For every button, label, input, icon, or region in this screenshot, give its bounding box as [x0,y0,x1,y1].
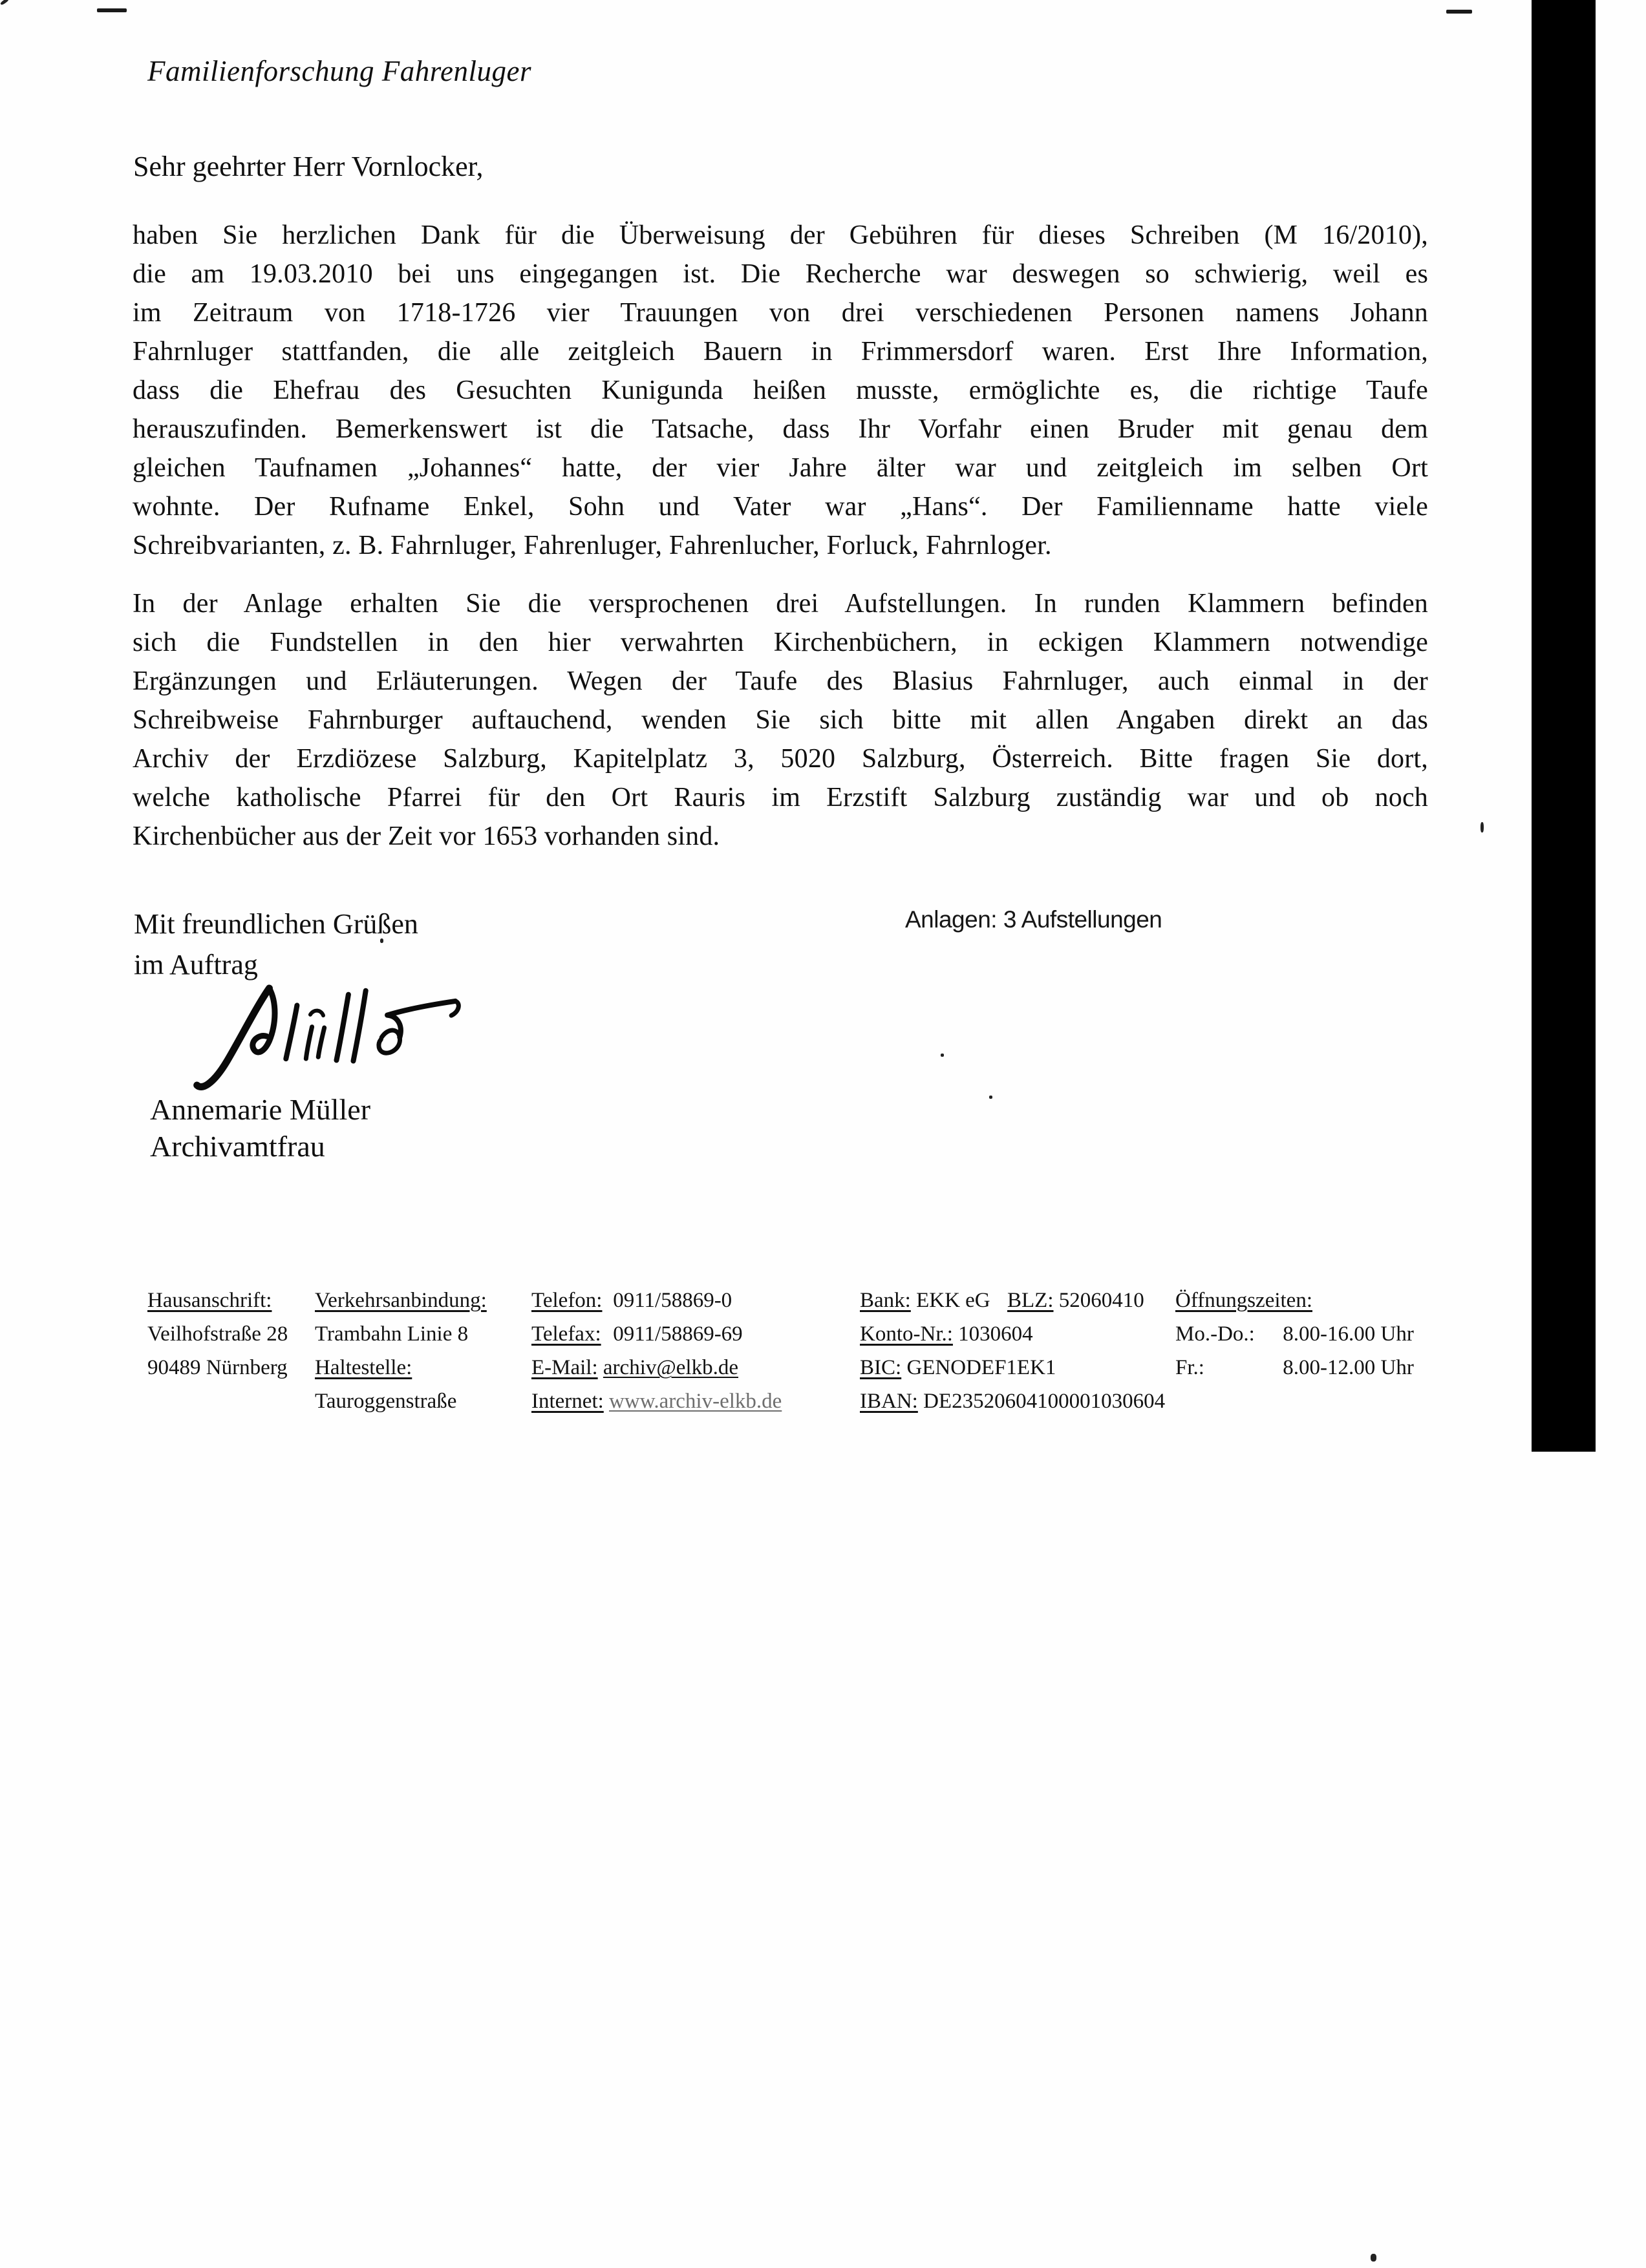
bic-code: GENODEF1EK1 [906,1356,1056,1379]
body-line: Fahrnluger stattfanden, die alle zeitgleich Bauern in Frimmersdorf waren. Erst Ihre Information, [133,337,1428,366]
enclosures-note: Anlagen: 3 Aufstellungen [905,906,1162,933]
transit-stop: Tauroggenstraße [315,1390,457,1413]
scan-dash-top-right [1446,10,1472,14]
signature-scrawl-icon [178,972,473,1096]
footer-address-column [147,1284,288,1384]
body-line: herauszufinden. Bemerkenswert ist die Tatsache, dass Ihr Vorfahr einen Bruder mit genau dem [133,414,1428,444]
footer-bank-column [860,1284,1165,1418]
scan-speck [1371,2254,1376,2262]
paragraph-2 [133,584,1428,856]
closing-block [134,904,418,985]
body-line: im Zeitraum von 1718-1726 vier Trauungen von drei verschiedenen Personen namens Johann [133,298,1428,328]
scan-speck [1480,822,1484,832]
hours-friday-value: 8.00-12.00 Uhr [1283,1356,1414,1379]
account-label: Konto-Nr.: [860,1322,953,1346]
scan-speck [0,0,9,6]
website-label: Internet: [531,1390,604,1413]
closing-greeting: Mit freundlichen Grüßen [134,908,418,940]
body-line: Ergänzungen und Erläuterungen. Wegen der Taufe des Blasius Fahrnluger, auch einmal in der [133,666,1428,696]
website-url[interactable]: www.archiv-elkb.de [609,1390,782,1413]
salutation: Sehr geehrter Herr Vornlocker, [133,151,484,182]
address-label: Hausanschrift: [147,1289,272,1312]
iban-label: IBAN: [860,1390,918,1413]
body-line: wohnte. Der Rufname Enkel, Sohn und Vater war „Hans“. Der Familienname hatte viele [133,492,1428,522]
letterhead-title: Familienforschung Fahrenluger [147,55,532,87]
iban-number: DE23520604100001030604 [923,1390,1166,1413]
signer-name: Annemarie Müller [150,1093,371,1126]
body-line: welche katholische Pfarrei für den Ort Rauris im Erzstift Salzburg zuständig war und ob noch [133,783,1428,812]
signer-title: Archivamtfrau [150,1130,325,1163]
body-line: Kirchenbücher aus der Zeit vor 1653 vorhanden sind. [133,821,720,851]
scan-dash-top-left [97,8,127,12]
body-line: gleichen Taufnamen „Johannes“ hatte, der vier Jahre älter war und zeitgleich im selben Ort [133,453,1428,483]
scan-speck [941,1054,944,1057]
bic-label: BIC: [860,1356,902,1379]
body-line: sich die Fundstellen in den hier verwahrten Kirchenbüchern, in eckigen Klammern notwendige [133,628,1428,657]
transit-stop-label: Haltestelle: [315,1356,412,1379]
footer-contact-column [531,1284,782,1418]
body-line: die am 19.03.2010 bei uns eingegangen ist. Die Recherche war deswegen so schwierig, weil es [133,259,1428,289]
paragraph-1 [133,216,1428,565]
phone-number: 0911/58869-0 [613,1289,732,1312]
hours-weekdays-label: Mo.-Do.: [1175,1322,1255,1346]
body-line: Schreibweise Fahrnburger auftauchend, wenden Sie sich bitte mit allen Angaben direkt an das [133,705,1428,735]
hours-friday-label: Fr.: [1175,1356,1204,1379]
bank-label: Bank: [860,1289,911,1312]
body-line: dass die Ehefrau des Gesuchten Kunigunda heißen musste, ermöglichte es, die richtige Taufe [133,376,1428,405]
body-line: haben Sie herzlichen Dank für die Überweisung der Gebühren für dieses Schreiben (M 16/2010), [133,220,1428,250]
fax-number: 0911/58869-69 [613,1322,743,1346]
fax-label: Telefax: [531,1322,601,1346]
blz-label: BLZ: [1007,1289,1054,1312]
transit-line: Trambahn Linie 8 [315,1322,469,1346]
email-address[interactable]: archiv@elkb.de [603,1356,738,1379]
handwritten-signature [178,972,473,1096]
phone-label: Telefon: [531,1289,603,1312]
hours-weekdays-value: 8.00-16.00 Uhr [1283,1322,1414,1346]
blz-number: 52060410 [1058,1289,1144,1312]
footer-transit-column [315,1284,487,1418]
scan-speck [989,1096,992,1099]
transit-label: Verkehrsanbindung: [315,1289,487,1312]
bank-name: EKK eG [916,1289,990,1312]
body-line: In der Anlage erhalten Sie die versprochenen drei Aufstellungen. In runden Klammern befinden [133,589,1428,619]
account-number: 1030604 [958,1322,1033,1346]
scan-black-bar [1532,0,1596,1452]
body-line: Archiv der Erzdiözese Salzburg, Kapitelplatz 3, 5020 Salzburg, Österreich. Bitte fragen Sie dort, [133,744,1428,774]
footer-hours-column [1175,1284,1414,1384]
closing-per-procura: im Auftrag [134,949,258,980]
address-street: Veilhofstraße 28 [147,1322,288,1346]
email-label: E-Mail: [531,1356,598,1379]
hours-label: Öffnungszeiten: [1175,1289,1313,1312]
address-city: 90489 Nürnberg [147,1356,288,1379]
body-line: Schreibvarianten, z. B. Fahrnluger, Fahrenluger, Fahrenlucher, Forluck, Fahrnloger. [133,531,1052,560]
